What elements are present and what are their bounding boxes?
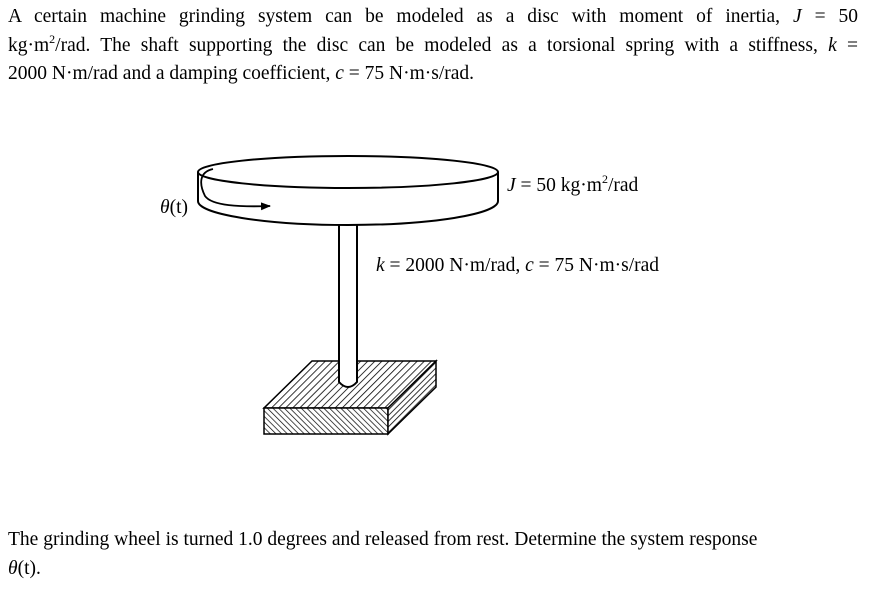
theta-symbol: θ: [8, 557, 18, 579]
disc-top-face: [198, 156, 498, 188]
stiffness-symbol: k: [828, 34, 837, 56]
question-line-1: The grinding wheel is turned 1.0 degrees and released from rest. Determine the system response: [8, 529, 758, 550]
problem-question: [8, 526, 868, 583]
shaft-body: [339, 224, 357, 387]
base-front-face: [264, 408, 388, 434]
damping-symbol: c: [335, 63, 344, 84]
disc: [198, 148, 498, 225]
intro-line-2: $kg\cdot m^2$/rad. The shaft supporting the disc can be modeled as a torsional spring with a stiffness, k =: [8, 31, 859, 56]
theta-label: θ(t): [160, 197, 188, 218]
inertia-label: J = 50 $kg\cdot m^2$/rad: [507, 172, 639, 196]
question-line-2: θ(t).: [8, 557, 41, 579]
intro-line-3: 2000 N·m/rad and a damping coefficient, c = 75 N·m·s/rad.: [8, 63, 475, 84]
stiffness-damping-label: k = 2000 N·m/rad, c = 75 N·m·s/rad: [376, 255, 660, 276]
shaft: [339, 224, 357, 387]
intro-line-1: A certain machine grinding system can be modeled as a disc with moment of inertia, J = 50: [8, 6, 859, 27]
inertia-symbol: J: [792, 6, 802, 27]
